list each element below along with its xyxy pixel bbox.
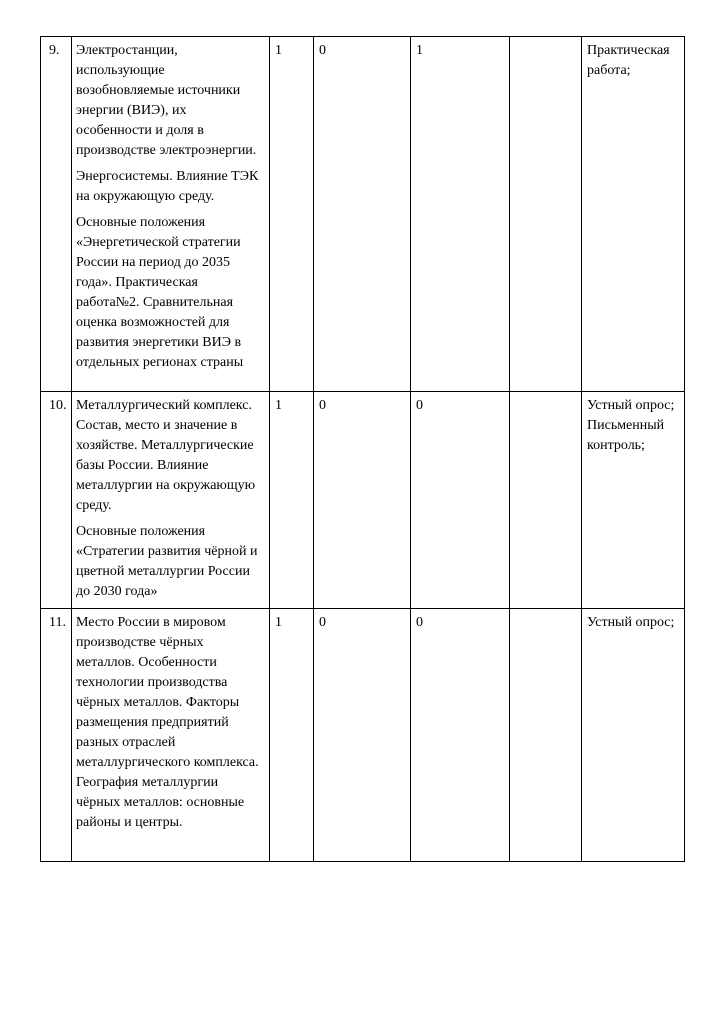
table-row [41,392,685,609]
control-form-item: Практическая работа; [587,43,670,78]
topic-paragraph: Место России в мировом производстве чёрных металлов. Особенности технологии производства чёрных металлов. Факторы размещения предприятий разных отраслей металлургического комплекса. География металлургии чёрных металлов: основные районы и центры. [76,615,259,830]
hours-total: 1 [270,37,314,392]
curriculum-table [40,36,685,862]
hours-practical: 0 [411,609,510,862]
control-form [582,37,685,392]
lesson-number: 11. [41,609,72,862]
control-form-item: Письменный контроль; [587,418,665,453]
control-form-item: Устный опрос; [587,615,675,630]
digital-resources [510,609,582,862]
hours-control: 0 [314,609,411,862]
lesson-number: 9. [41,37,72,392]
control-form-item: Устный опрос; [587,398,675,413]
lesson-topic [72,392,270,609]
hours-practical: 0 [411,392,510,609]
topic-paragraph: Основные положения «Стратегии развития чёрной и цветной металлургии России до 2030 года» [76,524,258,599]
hours-total: 1 [270,609,314,862]
table-row [41,609,685,862]
lesson-number: 10. [41,392,72,609]
control-form [582,609,685,862]
topic-paragraph: Энергосистемы. Влияние ТЭК на окружающую среду. [76,169,259,204]
topic-paragraph: Металлургический комплекс. Состав, место и значение в хозяйстве. Металлургические базы России. Влияние металлургии на окружающую среду. [76,398,256,513]
table-row [41,37,685,392]
hours-total: 1 [270,392,314,609]
digital-resources [510,37,582,392]
topic-paragraph: Электростанции, использующие возобновляемые источники энергии (ВИЭ), их особенности и доля в производстве электроэнергии. [76,43,257,158]
lesson-topic [72,609,270,862]
digital-resources [510,392,582,609]
hours-control: 0 [314,37,411,392]
hours-control: 0 [314,392,411,609]
topic-paragraph: Основные положения «Энергетической стратегии России на период до 2035 года». Практическая работа№2. Сравнительная оценка возможностей для развития энергетики ВИЭ в отдельных регионах страны [76,215,244,370]
hours-practical: 1 [411,37,510,392]
lesson-topic [72,37,270,392]
control-form [582,392,685,609]
